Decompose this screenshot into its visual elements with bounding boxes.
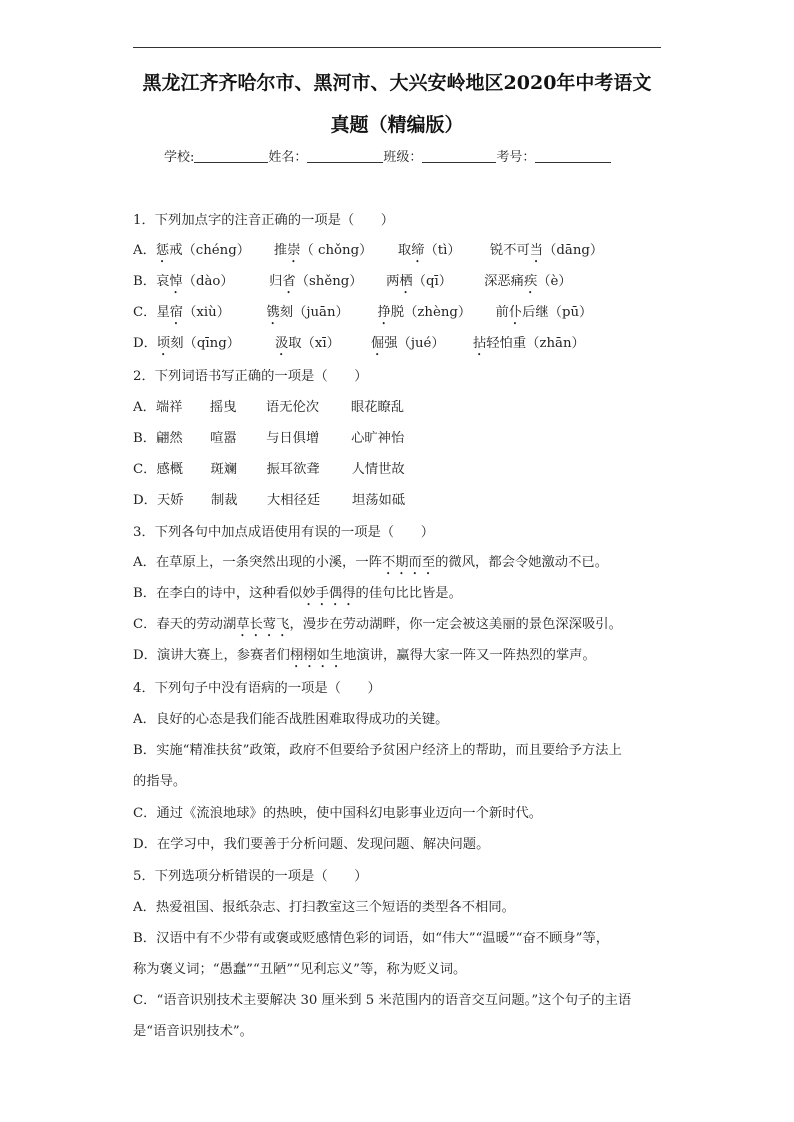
q2a-word-1: 端祥 — [155, 400, 183, 415]
q3-option-b: B．在李白的诗中，这种看似妙手偶得的佳句比比皆是。 — [133, 586, 462, 601]
q5-option-c-cont: 是“语音识别技术”。 — [133, 1024, 253, 1039]
q1-option-d — [133, 335, 585, 359]
option-label: D． — [133, 493, 157, 508]
option-label: B． — [133, 274, 157, 289]
q1b-item-2: 归省（shěng） — [269, 274, 363, 289]
q3-option-d: D．演讲大赛上，参赛者们栩栩如生地演讲，赢得大家一阵又一阵热烈的掌声。 — [133, 648, 596, 663]
q1d-item-4: 拈轻怕重（zhān） — [472, 336, 585, 351]
q1-option-a — [133, 242, 603, 266]
student-info-row — [164, 146, 611, 165]
q2c-word-2: 斑斓 — [210, 462, 238, 477]
q1b-item-4: 深恶痛疾（è） — [484, 274, 572, 289]
q3-option-a: A．在草原上，一条突然出现的小溪，一阵不期而至的微风，都会令她激动不已。 — [133, 555, 608, 570]
q1d-item-2: 汲取（xī） — [274, 336, 340, 351]
q3-stem: 3．下列各句中加点成语使用有误的一项是（ ） — [133, 525, 434, 540]
q2d-word-1: 天娇 — [156, 493, 184, 508]
q2a-word-3: 语无伦次 — [265, 400, 320, 415]
q5-stem: 5．下列选项分析错误的一项是（ ） — [133, 869, 368, 884]
school-blank — [194, 150, 268, 163]
q1-stem: 1．下列加点字的注音正确的一项是（ ） — [133, 213, 395, 228]
q2b-word-1: 翩然 — [156, 431, 183, 446]
emphasized-idiom: 草长莺飞 — [236, 617, 290, 632]
q3-option-c: C．春天的劳动湖草长莺飞，漫步在劳动湖畔，你一定会被这美丽的景色深深吸引。 — [133, 617, 622, 632]
option-label: A． — [133, 400, 156, 415]
q1a-item-1: 惩戒（chéng） — [155, 243, 251, 258]
document-title-line1: 黑龙江齐齐哈尔市、黑河市、大兴安岭地区2020年中考语文 — [142, 72, 652, 94]
emphasized-idiom: 不期而至 — [381, 555, 436, 570]
option-label: C． — [133, 462, 157, 477]
option-label: D． — [133, 336, 157, 351]
q2d-word-2: 制裁 — [210, 493, 238, 508]
q2c-word-4: 人情世故 — [351, 462, 405, 477]
q2d-word-3: 大相径廷 — [266, 493, 321, 508]
q1c-item-4: 前仆后继（pū） — [495, 305, 593, 320]
q2a-word-4: 眼花瞭乱 — [350, 400, 405, 415]
q1b-item-3: 两栖（qī） — [386, 274, 453, 289]
q4-option-b-cont: 的指导。 — [133, 774, 187, 789]
q1d-item-3: 倔强（jué） — [370, 336, 445, 351]
q2c-word-3: 振耳欲聋 — [266, 462, 320, 477]
q1b-item-1: 哀悼（dào） — [156, 274, 234, 289]
q4-option-d: D．在学习中，我们要善于分析问题、发现问题、解决问题。 — [133, 837, 490, 852]
q1a-item-4: 锐不可当（dāng） — [489, 243, 604, 258]
q2-stem: 2．下列词语书写正确的一项是（ ） — [133, 369, 368, 384]
q2a-word-2: 摇曳 — [209, 400, 237, 415]
q2d-word-4: 坦荡如砥 — [351, 493, 406, 508]
q1a-item-2: 推崇（ chǒng） — [273, 243, 373, 258]
q5-option-b: B．汉语中有不少带有或褒或贬感情色彩的词语，如“伟大”“温暖”“奋不顾身”等， — [133, 931, 610, 946]
option-label: B． — [133, 431, 157, 446]
class-blank — [422, 150, 496, 163]
emphasized-idiom: 栩栩如生 — [289, 648, 344, 663]
class-label: 班级： — [383, 150, 423, 165]
q5-option-a: A．热爱祖国、报纸杂志、打扫教室这三个短语的类型各不相同。 — [133, 900, 515, 915]
q2-option-b — [133, 430, 404, 448]
q2b-word-2: 喧嚣 — [210, 431, 237, 446]
q1d-item-1: 顷刻（qīng） — [156, 336, 240, 351]
option-label: A． — [133, 243, 156, 258]
top-rule — [133, 47, 661, 48]
q1a-item-3: 取缔（tì） — [397, 243, 461, 258]
q2c-word-1: 感概 — [156, 462, 184, 477]
q1c-item-1: 星宿（xiù） — [156, 305, 230, 320]
number-blank — [535, 150, 611, 163]
q2-option-a — [133, 399, 404, 417]
q1-option-c — [133, 304, 592, 328]
document-title-line2: 真题（精编版） — [330, 114, 464, 136]
q5-option-c: C．“语音识别技术主要解决 30 厘米到 5 米范围内的语音交互问题。”这个句子的主语 — [133, 993, 632, 1008]
name-label: 姓名： — [268, 150, 308, 165]
q4-option-b: B．实施“精准扶贫”政策，政府不但要给予贫困户经济上的帮助，而且要给予方法上 — [133, 743, 622, 758]
number-label: 考号： — [496, 150, 536, 165]
q5-option-b-cont: 称为褒义词；“愚蠢”“丑陋”“见利忘义”等，称为贬义词。 — [133, 962, 467, 977]
q1-option-b — [133, 273, 572, 297]
q4-stem: 4．下列句子中没有语病的一项是（ ） — [133, 681, 381, 696]
q2-option-c — [133, 461, 405, 479]
q2-option-d — [133, 492, 405, 510]
emphasized-idiom: 妙手偶得 — [302, 586, 356, 601]
q1c-item-3: 挣脱（zhèng） — [377, 305, 472, 320]
q4-option-a: A．良好的心态是我们能否战胜困难取得成功的关键。 — [133, 712, 449, 727]
q4-option-c: C．通过《流浪地球》的热映，使中国科幻电影事业迈向一个新时代。 — [133, 806, 543, 821]
q2b-word-4: 心旷神怡 — [351, 431, 405, 446]
q1c-item-2: 镌刻（juān） — [266, 305, 349, 320]
school-label: 学校: — [164, 150, 195, 165]
q2b-word-3: 与日俱增 — [266, 431, 320, 446]
option-label: C． — [133, 305, 157, 320]
name-blank — [307, 150, 383, 163]
